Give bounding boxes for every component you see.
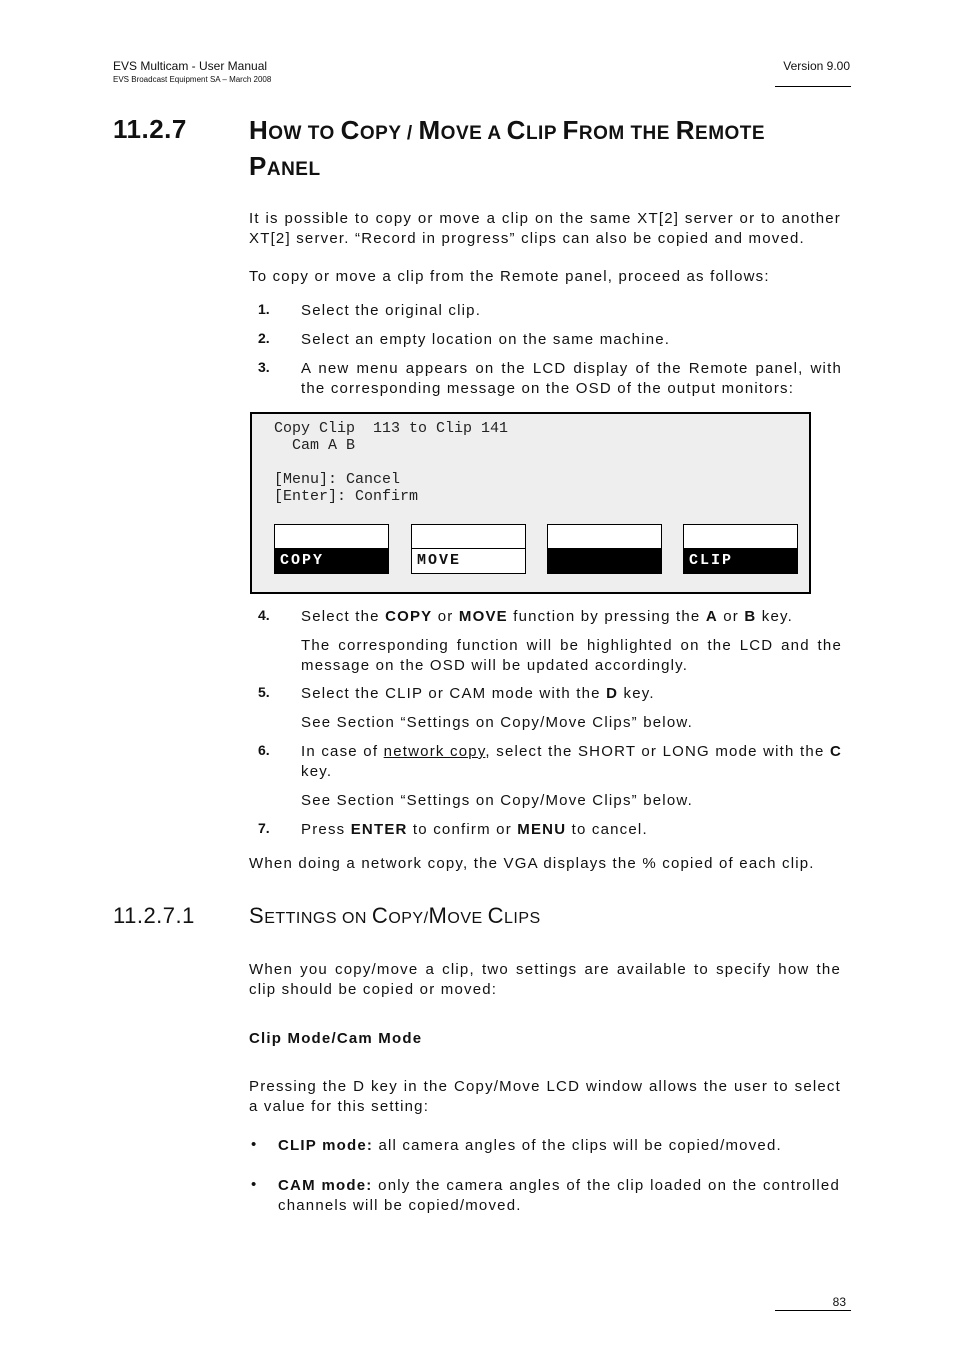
proceed-paragraph: To copy or move a clip from the Remote panel, proceed as follows: <box>249 268 770 285</box>
d-key-paragraph: Pressing the D key in the Copy/Move LCD window allows the user to select a value for this setting: <box>249 1078 841 1115</box>
lcd-message: Copy Clip 113 to Clip 141 Cam A B [Menu]: Cancel [Enter]: Confirm <box>274 420 509 505</box>
lcd-display <box>250 412 811 594</box>
page-number: 83 <box>832 1295 846 1309</box>
bullet-marker: • <box>251 1176 257 1193</box>
lcd-key-label: CLIP <box>684 549 797 573</box>
step-text: In case of network copy, select the SHORT or LONG mode with the C key. <box>301 743 842 780</box>
header-rule <box>775 86 851 87</box>
step-note: The corresponding function will be highlighted on the LCD and the message on the OSD will be updated accordingly. <box>301 637 842 674</box>
step-note: See Section “Settings on Copy/Move Clips” below. <box>301 792 693 809</box>
step-number: 4. <box>258 607 270 623</box>
lcd-key-label <box>548 549 661 573</box>
subsection-number: 11.2.7.1 <box>113 903 195 928</box>
step-text: Select the original clip. <box>301 302 482 319</box>
step-number: 5. <box>258 684 270 700</box>
lcd-key-label: MOVE <box>417 552 462 569</box>
step-text: Select an empty location on the same machine. <box>301 331 671 348</box>
footer-rule <box>775 1310 851 1311</box>
step-number: 7. <box>258 820 270 836</box>
bullet-item: CAM mode: only the camera angles of the clip loaded on the controlled channels will be copied/moved. <box>278 1177 840 1214</box>
lcd-key-copy <box>274 524 389 574</box>
step-text: Select the COPY or MOVE function by pressing the A or B key. <box>301 608 793 625</box>
network-copy-link[interactable]: network copy <box>383 743 486 760</box>
step-number: 3. <box>258 359 270 375</box>
section-number: 11.2.7 <box>113 114 187 144</box>
step-text: A new menu appears on the LCD display of the Remote panel, with the corresponding message on the OSD of the output monitors: <box>301 360 842 397</box>
step-note: See Section “Settings on Copy/Move Clips” below. <box>301 714 693 731</box>
intro-paragraph: It is possible to copy or move a clip on the same XT[2] server or to another XT[2] server. “Record in progress” clips can also be copied and moved. <box>249 210 841 247</box>
network-note: When doing a network copy, the VGA displays the % copied of each clip. <box>249 855 815 872</box>
header-title: EVS Multicam - User Manual <box>113 59 268 73</box>
lcd-key-blank <box>547 524 662 574</box>
header-subtitle: EVS Broadcast Equipment SA – March 2008 <box>113 75 272 84</box>
step-text: Press ENTER to confirm or MENU to cancel. <box>301 821 648 838</box>
lcd-key-clip <box>683 524 798 574</box>
lcd-key-label: COPY <box>275 549 388 573</box>
step-number: 6. <box>258 742 270 758</box>
step-text: Select the CLIP or CAM mode with the D key. <box>301 685 655 702</box>
bullet-marker: • <box>251 1136 257 1153</box>
section-title: HOW TO COPY / MOVE A CLIP FROM THE REMOTE PANEL <box>249 115 766 181</box>
lcd-key-move <box>411 524 526 574</box>
bullet-item: CLIP mode: all camera angles of the clips will be copied/moved. <box>278 1137 782 1154</box>
header-version: Version 9.00 <box>783 59 850 73</box>
settings-intro: When you copy/move a clip, two settings are available to specify how the clip should be copied or moved: <box>249 961 841 998</box>
step-number: 1. <box>258 301 270 317</box>
step-number: 2. <box>258 330 270 346</box>
subsection-title: SETTINGS ON COPY/MOVE CLIPS <box>249 903 541 928</box>
subheading: Clip Mode/Cam Mode <box>249 1030 423 1047</box>
